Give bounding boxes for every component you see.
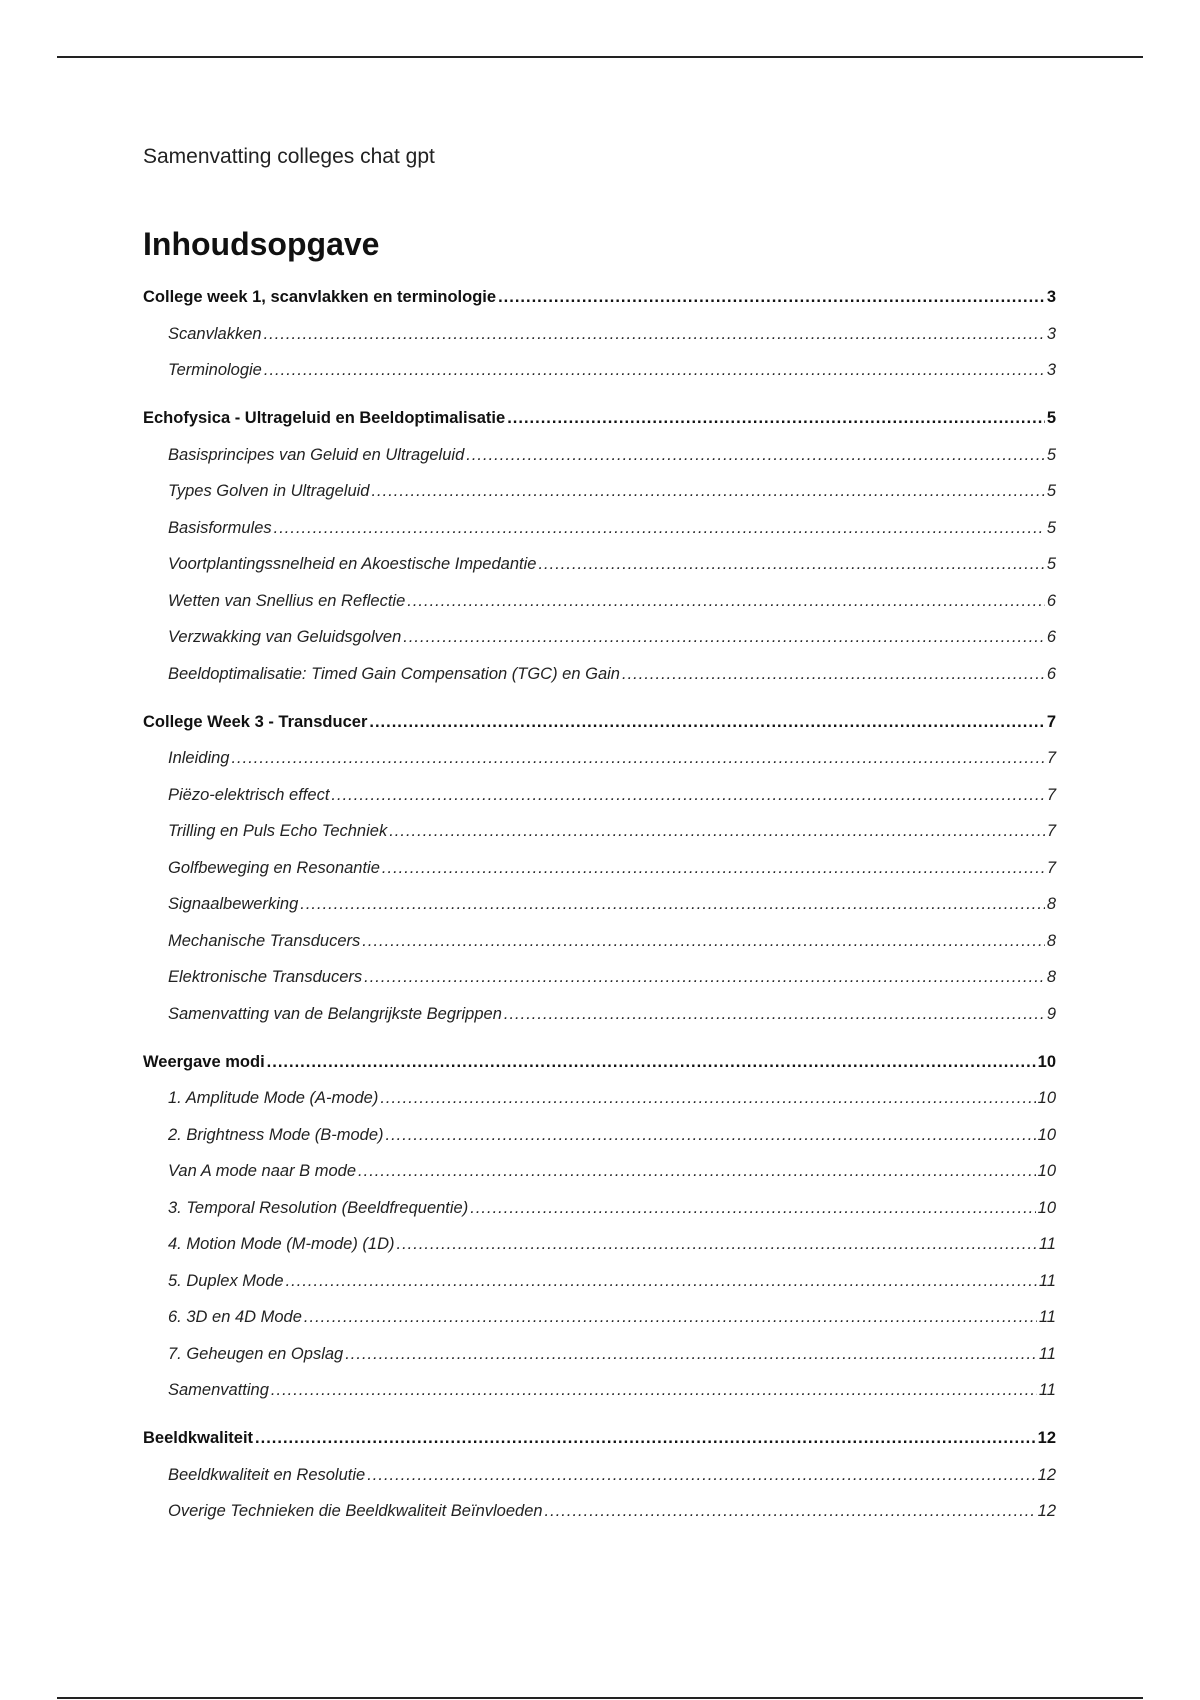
toc-entry-page-number: 5	[1046, 482, 1056, 500]
table-of-contents	[143, 288, 1056, 1539]
toc-subsection-entry[interactable]	[143, 1005, 1056, 1042]
toc-dot-leader	[264, 361, 1045, 380]
toc-dot-leader	[498, 288, 1045, 307]
toc-entry-page-number: 3	[1046, 361, 1056, 379]
toc-subsection-entry[interactable]	[143, 482, 1056, 519]
toc-dot-leader	[382, 859, 1045, 878]
toc-subsection-entry[interactable]	[143, 968, 1056, 1005]
toc-subsection-entry[interactable]	[143, 1272, 1056, 1309]
toc-subsection-entry[interactable]	[143, 1381, 1056, 1418]
toc-subsection-entry[interactable]	[143, 1345, 1056, 1382]
toc-dot-leader	[271, 1381, 1037, 1400]
toc-dot-leader	[371, 482, 1044, 501]
toc-entry-label: Wetten van Snellius en Reflectie	[168, 591, 406, 610]
toc-entry-page-number: 5	[1046, 445, 1056, 464]
toc-entry-page-number: 10	[1037, 1198, 1056, 1217]
toc-dot-leader	[264, 325, 1045, 344]
toc-subsection-entry[interactable]	[143, 325, 1056, 362]
toc-section-entry[interactable]	[143, 409, 1056, 446]
toc-entry-label: Weergave modi	[143, 1052, 265, 1071]
toc-entry-label: Beeldkwaliteit	[143, 1429, 254, 1447]
toc-entry-page-number: 8	[1046, 931, 1056, 950]
toc-dot-leader	[358, 1162, 1036, 1181]
toc-entry-label: 6. 3D en 4D Mode	[168, 1308, 302, 1326]
toc-subsection-entry[interactable]	[143, 1466, 1056, 1503]
toc-subsection-entry[interactable]	[143, 1235, 1056, 1272]
toc-subsection-entry[interactable]	[143, 628, 1056, 665]
toc-entry-label: Golfbeweging en Resonantie	[168, 858, 380, 877]
toc-dot-leader	[504, 1005, 1045, 1024]
toc-entry-label: Verzwakking van Geluidsgolven	[168, 628, 402, 646]
toc-entry-label: 4. Motion Mode (M-mode) (1D)	[168, 1235, 395, 1253]
toc-dot-leader	[331, 786, 1044, 805]
toc-entry-label: Samenvatting	[168, 1381, 269, 1399]
toc-entry-page-number: 6	[1046, 591, 1056, 610]
toc-entry-page-number: 7	[1046, 822, 1056, 840]
toc-entry-page-number: 7	[1046, 749, 1056, 767]
toc-subsection-entry[interactable]	[143, 361, 1056, 398]
toc-subsection-entry[interactable]	[143, 749, 1056, 786]
toc-entry-label: 7. Geheugen en Opslag	[168, 1344, 344, 1363]
toc-entry-label: Voortplantingssnelheid en Akoestische Impedantie	[168, 555, 537, 573]
toc-entry-page-number: 6	[1046, 628, 1056, 646]
toc-section-entry[interactable]	[143, 1053, 1056, 1090]
toc-subsection-entry[interactable]	[143, 446, 1056, 483]
toc-subsection-entry[interactable]	[143, 555, 1056, 592]
toc-entry-label: Echofysica - Ultrageluid en Beeldoptimalisatie	[143, 409, 506, 427]
toc-dot-leader	[545, 1502, 1036, 1521]
toc-entry-label: Signaalbewerking	[168, 895, 299, 913]
toc-entry-label: Scanvlakken	[168, 324, 262, 343]
toc-entry-page-number: 7	[1046, 712, 1056, 731]
toc-entry-page-number: 8	[1046, 968, 1056, 986]
toc-subsection-entry[interactable]	[143, 519, 1056, 556]
toc-subsection-entry[interactable]	[143, 895, 1056, 932]
toc-entry-page-number: 8	[1046, 895, 1056, 913]
toc-entry-label: Inleiding	[168, 749, 230, 767]
toc-dot-leader	[345, 1345, 1037, 1364]
footer-rule	[57, 1697, 1143, 1699]
toc-entry-label: College Week 3 - Transducer	[143, 712, 368, 731]
toc-section-entry[interactable]	[143, 1429, 1056, 1466]
toc-entry-label: 3. Temporal Resolution (Beeldfrequentie)	[168, 1198, 469, 1217]
toc-section-entry[interactable]	[143, 713, 1056, 750]
toc-dot-leader	[466, 446, 1045, 465]
toc-entry-label: Basisprincipes van Geluid en Ultrageluid	[168, 445, 465, 464]
toc-entry-page-number: 9	[1046, 1004, 1056, 1023]
toc-entry-page-number: 11	[1038, 1381, 1056, 1399]
toc-entry-label: Elektronische Transducers	[168, 968, 363, 986]
toc-subsection-entry[interactable]	[143, 786, 1056, 823]
toc-entry-page-number: 10	[1037, 1089, 1056, 1107]
toc-entry-label: 5. Duplex Mode	[168, 1271, 284, 1290]
toc-dot-leader	[389, 822, 1045, 841]
toc-entry-page-number: 12	[1037, 1429, 1056, 1447]
document-subtitle: Samenvatting colleges chat gpt	[143, 145, 435, 168]
toc-entry-label: Piëzo-elektrisch effect	[168, 785, 330, 804]
toc-subsection-entry[interactable]	[143, 1089, 1056, 1126]
toc-subsection-entry[interactable]	[143, 1199, 1056, 1236]
toc-subsection-entry[interactable]	[143, 1126, 1056, 1163]
toc-entry-page-number: 7	[1046, 858, 1056, 877]
toc-dot-leader	[369, 713, 1044, 732]
toc-entry-page-number: 11	[1038, 1235, 1056, 1253]
header-rule	[57, 56, 1143, 58]
toc-entry-page-number: 5	[1046, 409, 1056, 427]
toc-dot-leader	[364, 968, 1045, 987]
toc-entry-page-number: 3	[1046, 324, 1056, 343]
toc-entry-page-number: 11	[1038, 1271, 1056, 1290]
toc-dot-leader	[231, 749, 1044, 768]
toc-dot-leader	[304, 1308, 1037, 1327]
toc-dot-leader	[507, 409, 1045, 428]
toc-entry-page-number: 6	[1046, 664, 1056, 683]
toc-dot-leader	[300, 895, 1045, 914]
toc-subsection-entry[interactable]	[143, 1502, 1056, 1539]
toc-dot-leader	[255, 1429, 1036, 1448]
toc-dot-leader	[274, 519, 1045, 538]
toc-subsection-entry[interactable]	[143, 592, 1056, 629]
toc-entry-label: College week 1, scanvlakken en terminologie	[143, 288, 497, 306]
toc-entry-label: 2. Brightness Mode (B-mode)	[168, 1125, 384, 1144]
toc-entry-page-number: 10	[1037, 1125, 1056, 1144]
toc-entry-page-number: 10	[1037, 1162, 1056, 1180]
toc-subsection-entry[interactable]	[143, 859, 1056, 896]
toc-entry-label: Samenvatting van de Belangrijkste Begrippen	[168, 1004, 502, 1023]
toc-subsection-entry[interactable]	[143, 1308, 1056, 1345]
toc-entry-page-number: 10	[1037, 1052, 1056, 1071]
toc-entry-label: Trilling en Puls Echo Techniek	[168, 822, 388, 840]
toc-entry-label: Basisformules	[168, 518, 272, 537]
toc-entry-page-number: 7	[1046, 785, 1056, 804]
toc-dot-leader	[403, 628, 1045, 647]
toc-subsection-entry[interactable]	[143, 1162, 1056, 1199]
toc-entry-page-number: 12	[1037, 1465, 1056, 1484]
toc-dot-leader	[538, 555, 1044, 574]
toc-dot-leader	[286, 1272, 1037, 1291]
toc-dot-leader	[367, 1466, 1035, 1485]
toc-subsection-entry[interactable]	[143, 932, 1056, 969]
toc-entry-page-number: 12	[1037, 1502, 1056, 1520]
toc-subsection-entry[interactable]	[143, 822, 1056, 859]
toc-dot-leader	[380, 1089, 1035, 1108]
toc-dot-leader	[622, 665, 1045, 684]
toc-entry-page-number: 11	[1038, 1308, 1056, 1326]
toc-entry-label: Types Golven in Ultrageluid	[168, 482, 370, 500]
toc-heading: Inhoudsopgave	[143, 226, 380, 262]
toc-entry-label: Beeldoptimalisatie: Timed Gain Compensation (TGC) en Gain	[168, 664, 620, 683]
toc-entry-page-number: 5	[1046, 555, 1056, 573]
toc-entry-label: Terminologie	[168, 361, 262, 379]
toc-dot-leader	[470, 1199, 1035, 1218]
toc-entry-page-number: 3	[1046, 288, 1056, 306]
toc-dot-leader	[386, 1126, 1036, 1145]
toc-entry-label: 1. Amplitude Mode (A-mode)	[168, 1089, 379, 1107]
toc-entry-page-number: 11	[1038, 1344, 1056, 1363]
toc-section-entry[interactable]	[143, 288, 1056, 325]
toc-dot-leader	[267, 1053, 1036, 1072]
toc-dot-leader	[362, 932, 1045, 951]
toc-dot-leader	[396, 1235, 1036, 1254]
toc-entry-page-number: 5	[1046, 518, 1056, 537]
toc-entry-label: Van A mode naar B mode	[168, 1162, 357, 1180]
toc-entry-label: Beeldkwaliteit en Resolutie	[168, 1465, 366, 1484]
toc-dot-leader	[407, 592, 1045, 611]
toc-subsection-entry[interactable]	[143, 665, 1056, 702]
toc-entry-label: Overige Technieken die Beeldkwaliteit Beïnvloeden	[168, 1502, 543, 1520]
toc-entry-label: Mechanische Transducers	[168, 931, 361, 950]
